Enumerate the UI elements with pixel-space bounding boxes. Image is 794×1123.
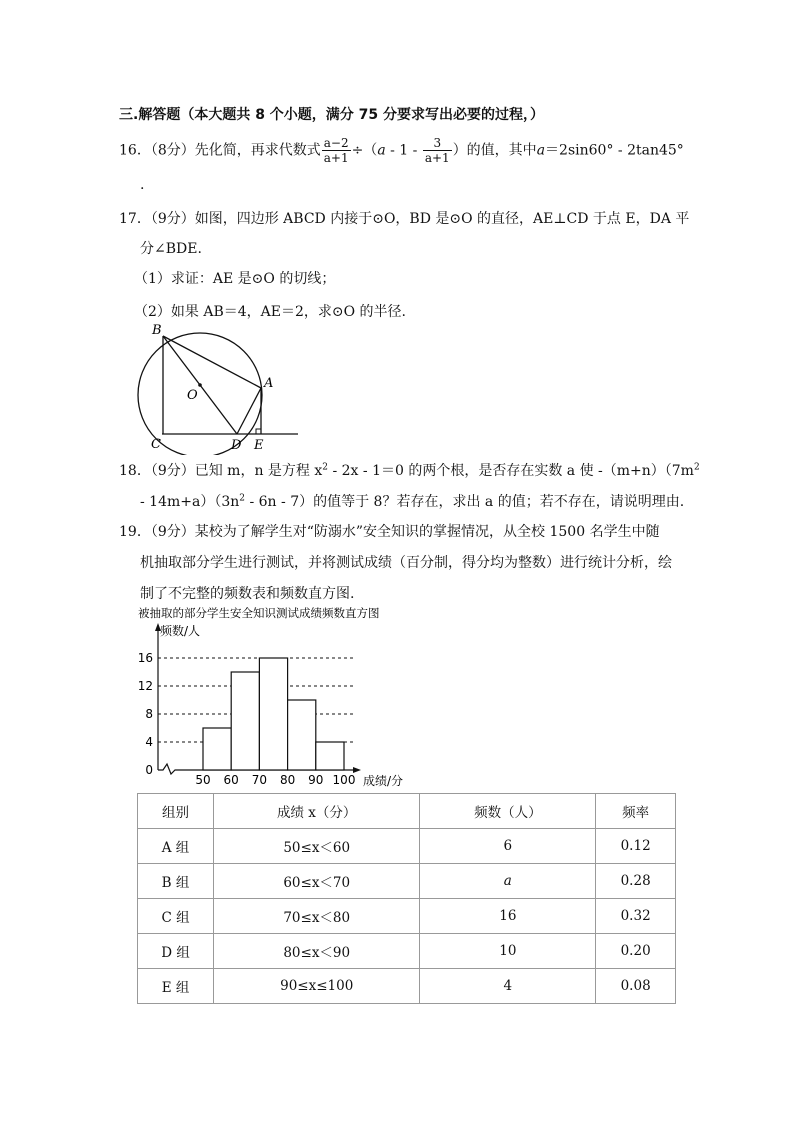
- label-b: B: [152, 323, 162, 338]
- table-header: 频数（人）: [420, 794, 596, 829]
- table-row: [138, 899, 676, 934]
- q16-fraction-1: $\frac{a-2}{a+1}$: [323, 136, 349, 165]
- segment-ba: [163, 336, 261, 388]
- question-19-line-1: 19．（9分）某校为了解学生对“防溺水”安全知识的掌握情况，从全校 1500 名学生中随: [119, 524, 660, 540]
- table-cell: a: [420, 864, 596, 899]
- chart-title: 被抽取的部分学生安全知识测试成绩频数直方图: [138, 606, 380, 620]
- table-cell: E 组: [138, 969, 214, 1004]
- table-cell: A 组: [138, 829, 214, 864]
- histogram-bar: [203, 728, 231, 770]
- y-tick-label: 4: [145, 735, 153, 749]
- y-tick-label: 8: [145, 707, 153, 721]
- table-cell: B 组: [138, 864, 214, 899]
- frequency-table: [137, 793, 676, 1004]
- table-cell: 0.20: [596, 934, 676, 969]
- table-cell: 70≤x＜80: [214, 899, 420, 934]
- histogram-bar: [231, 672, 259, 770]
- table-cell: 90≤x≤100: [214, 969, 420, 1004]
- table-cell: 6: [420, 829, 596, 864]
- table-cell: 80≤x＜90: [214, 934, 420, 969]
- table-cell: 4: [420, 969, 596, 1004]
- label-e: E: [254, 438, 264, 453]
- table-cell: 16: [420, 899, 596, 934]
- question-18-line-2: - $14m+a)(3n^2 - 6n - 7)$的值等于 8？若存在，求出 a 的值；若不存在，请说明理由.: [140, 493, 685, 510]
- x-tick-label: 100: [332, 773, 356, 787]
- question-17-part-2: （2）如果 AB＝4，AE＝2，求⊙O 的半径.: [134, 304, 407, 320]
- section-title: 三.解答题（本大题共 8 个小题，满分 75 分要求写出必要的过程，）: [119, 107, 545, 123]
- table-row: [138, 969, 676, 1004]
- question-19-line-3: 制了不完整的频数表和频数直方图.: [140, 586, 355, 602]
- label-a: A: [264, 376, 274, 391]
- chart-y-label: 频数/人: [160, 624, 201, 638]
- label-c: C: [151, 437, 161, 452]
- table-row: [138, 934, 676, 969]
- table-cell: 0.08: [596, 969, 676, 1004]
- table-cell: 60≤x＜70: [214, 864, 420, 899]
- question-17-line-2: 分∠BDE.: [140, 241, 202, 257]
- right-angle-mark: [256, 429, 261, 434]
- table-row: [138, 864, 676, 899]
- table-cell: 0.28: [596, 864, 676, 899]
- y-tick-label: 12: [137, 679, 153, 693]
- table-cell: 10: [420, 934, 596, 969]
- y-tick-label: 0: [145, 763, 153, 777]
- table-cell: 50≤x＜60: [214, 829, 420, 864]
- segment-da: [237, 388, 261, 434]
- question-17-line-1: 17．（9分）如图，四边形 ABCD 内接于⊙O，BD 是⊙O 的直径，AE⊥CD 于点 E，DA 平: [119, 211, 690, 227]
- table-cell: D 组: [138, 934, 214, 969]
- histogram-chart: [135, 604, 415, 790]
- q16-period: .: [140, 177, 145, 193]
- table-header: 频率: [596, 794, 676, 829]
- question-19-line-2: 机抽取部分学生进行测试，并将测试成绩（百分制，得分均为整数）进行统计分析，绘: [140, 555, 672, 571]
- histogram-bar: [259, 658, 287, 770]
- x-tick-label: 90: [308, 773, 324, 787]
- table-header: 成绩 x（分）: [214, 794, 420, 829]
- table-header: 组别: [138, 794, 214, 829]
- question-17-part-1: （1）求证：AE 是⊙O 的切线；: [134, 271, 336, 287]
- geometry-figure: [130, 320, 305, 455]
- q16-text: 16．（8分）先化简，再求代数式: [119, 142, 321, 159]
- x-tick-label: 70: [251, 773, 268, 787]
- table-cell: C 组: [138, 899, 214, 934]
- x-tick-label: 60: [223, 773, 239, 787]
- table-row: [138, 829, 676, 864]
- label-o: O: [187, 388, 198, 403]
- question-18-line-1: 18．（9分）已知 m，n 是方程 $x^2 - 2x - 1=0$ 的两个根，是否存在实数 a 使 $-(m+n)(7m^2$: [119, 462, 700, 479]
- table-header-row: [138, 794, 676, 829]
- x-tick-label: 50: [195, 773, 211, 787]
- histogram-bar: [316, 742, 344, 770]
- histogram-bar: [288, 700, 316, 770]
- y-tick-label: 16: [137, 651, 153, 665]
- q16-fraction-2: $\frac{3}{a+1}$: [424, 136, 450, 165]
- question-16: 16．（8分）先化简，再求代数式 $\frac{a-2}{a+1}$ ÷（a - 1 - $\frac{3}{a+1}$ ）的值，其中a＝2sin60° - 2tan45°: [119, 136, 684, 165]
- table-cell: 0.32: [596, 899, 676, 934]
- chart-x-label: 成绩/分: [363, 774, 404, 788]
- table-cell: 0.12: [596, 829, 676, 864]
- x-tick-label: 80: [279, 773, 296, 787]
- center-point: [198, 383, 202, 387]
- label-d: D: [231, 438, 242, 453]
